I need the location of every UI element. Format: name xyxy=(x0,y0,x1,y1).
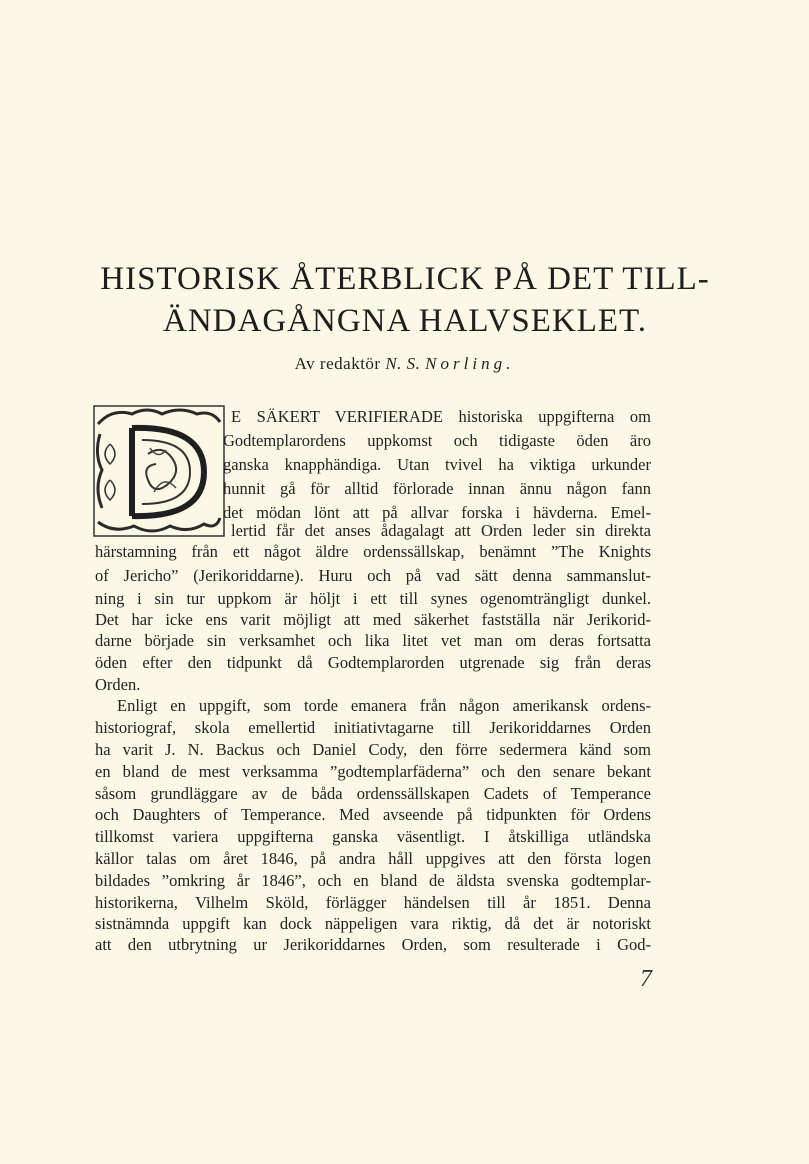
body-line: källor talas om året 1846, på andra håll uppgives att den första logen xyxy=(95,849,651,868)
title-line-1: HISTORISK ÅTERBLICK PÅ DET TILL- xyxy=(100,261,710,297)
body-line: historiograf, skola emellertid initiativtagarne till Jerikoriddarnes Orden xyxy=(95,718,651,737)
body-line: of Jericho” (Jerikoriddarne). Huru och på vad sätt denna sammanslut- xyxy=(95,566,651,585)
body-line: och Daughters of Temperance. Med avseende på tidpunkten för Ordens xyxy=(95,805,651,824)
body-line: hunnit gå för alltid förlorade innan ännu någon fann xyxy=(223,479,651,498)
body-line: historikerna, Vilhelm Sköld, förlägger händelsen till år 1851. Denna xyxy=(95,893,651,912)
body-line: ning i sin tur uppkom är höljt i ett till synes ogenomträngligt dunkel. xyxy=(95,589,651,608)
body-line: en bland de mest verksamma ”godtemplarfäderna” och den senare bekant xyxy=(95,762,651,781)
byline-surname: Norling. xyxy=(425,354,515,373)
body-line: att den utbrytning ur Jerikoriddarnes Orden, som resulterade i God- xyxy=(95,935,651,954)
body-line: lertid får det anses ådagalagt att Orden leder sin direkta xyxy=(231,521,651,540)
body-line: det mödan lönt att på allvar forska i hävderna. Emel- xyxy=(223,503,651,522)
body-line: sistnämnda uppgift kan dock näppeligen vara riktig, då det är notoriskt xyxy=(95,914,651,933)
byline-initials: N. S. xyxy=(385,354,421,373)
body-line: E SÄKERT VERIFIERADE historiska uppgifterna om xyxy=(231,407,651,426)
byline xyxy=(0,354,809,374)
body-line: bildades ”omkring år 1846”, och en bland de äldsta svenska godtemplar- xyxy=(95,871,651,890)
body-line: Godtemplarordens uppkomst och tidigaste öden äro xyxy=(223,431,651,450)
decorated-initial-d xyxy=(92,404,226,538)
page-number: 7 xyxy=(640,966,652,992)
body-line: ganska knapphändiga. Utan tvivel ha viktiga urkunder xyxy=(223,455,651,474)
body-line: ha varit J. N. Backus och Daniel Cody, den förre sedermera känd som xyxy=(95,740,651,759)
body-line: darne började sin verksamhet och lika litet vet man om deras fortsatta xyxy=(95,631,651,650)
title-line-2: ÄNDAGÅNGNA HALVSEKLET. xyxy=(163,303,647,339)
body-line: tillkomst variera uppgifterna ganska väsentligt. I åtskilliga utländska xyxy=(95,827,651,846)
drop-cap-letter: D xyxy=(138,501,153,523)
body-line: öden efter den tidpunkt då Godtemplarorden utgrenade sig från deras xyxy=(95,653,651,672)
body-line: Det har icke ens varit möjligt att med säkerhet fastställa när Jerikorid- xyxy=(95,610,651,629)
byline-prefix: Av redaktör xyxy=(294,354,381,373)
article-title xyxy=(60,258,750,342)
body-line: Enligt en uppgift, som torde emanera från någon amerikansk ordens- xyxy=(117,696,651,715)
body-line: Orden. xyxy=(95,675,141,694)
body-line: härstamning från ett något äldre ordenssällskap, benämnt ”The Knights xyxy=(95,542,651,561)
body-line: såsom grundläggare av de båda ordenssällskapen Cadets of Temperance xyxy=(95,784,651,803)
